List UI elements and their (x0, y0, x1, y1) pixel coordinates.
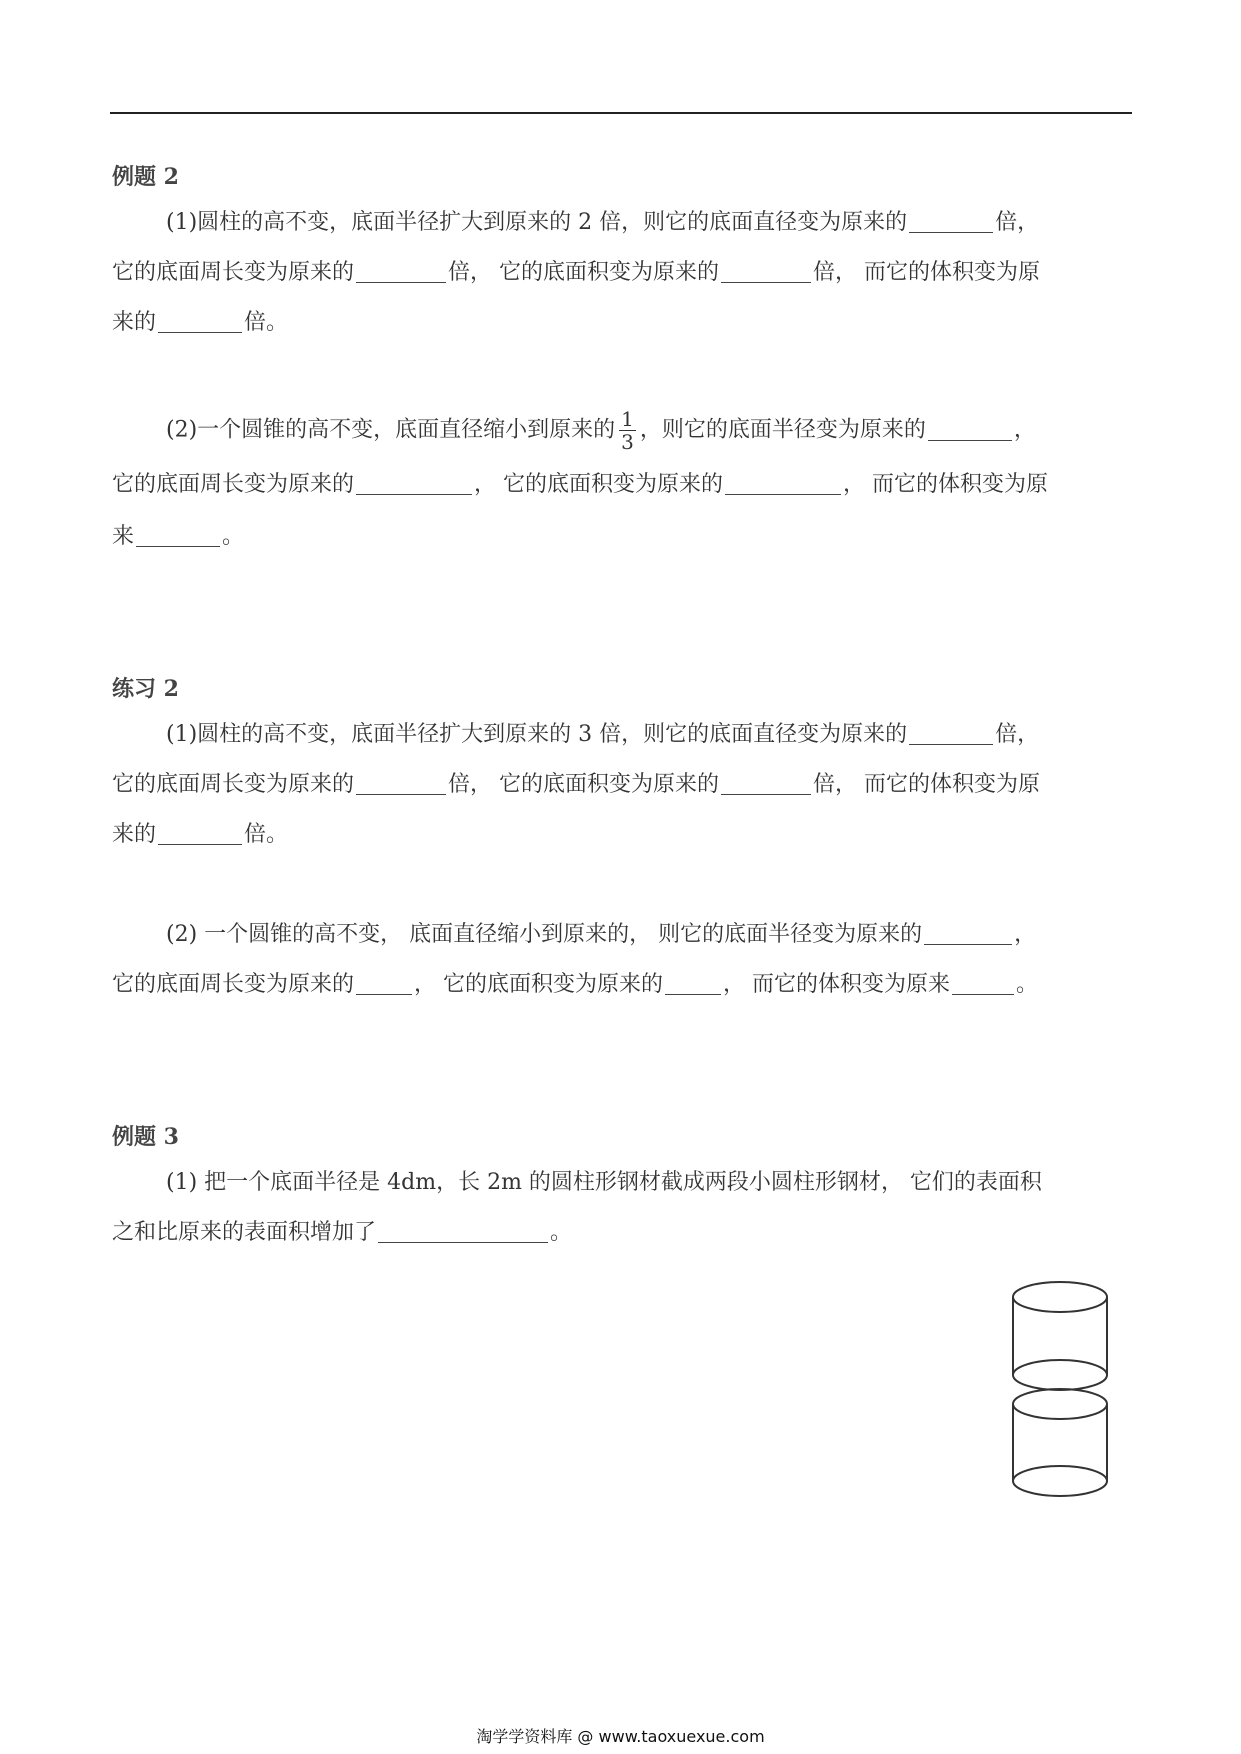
text-fragment: (1)圆柱的高不变，底面半径扩大到原来的 2 倍，则它的底面直径变为原来的 (166, 210, 908, 235)
answer-blank[interactable] (378, 1220, 548, 1243)
example-2-q2-line3 (112, 522, 244, 552)
practice-2-q1-line1 (166, 720, 1039, 750)
fraction-denominator: 3 (621, 430, 634, 454)
text-fragment: ，则它的底面半径变为原来的 (639, 417, 926, 443)
text-fragment: (1) 把一个底面半径是 4dm，长 2m 的圆柱形钢材截成两段小圆柱形钢材， 它们的表面积 (166, 1170, 1042, 1195)
answer-blank[interactable] (725, 472, 841, 495)
answer-blank[interactable] (356, 260, 446, 283)
text-fragment: 倍， 而它的体积变为原 (813, 772, 1041, 797)
text-fragment: 倍， 而它的体积变为原 (813, 260, 1041, 285)
practice-2-heading: 练习 2 (112, 676, 179, 702)
text-fragment: 。 (222, 524, 245, 549)
practice-2-q1-line3 (112, 820, 288, 850)
answer-blank[interactable] (721, 260, 811, 283)
text-fragment: 之和比原来的表面积增加了 (112, 1220, 377, 1245)
fraction-numerator: 1 (621, 407, 634, 431)
text-fragment: 倍， 它的底面积变为原来的 (448, 772, 720, 797)
text-fragment: 它的底面周长变为原来的 (112, 972, 355, 997)
upper-cylinder (1013, 1282, 1107, 1390)
example-3-q1-line1 (166, 1168, 1042, 1198)
text-fragment: ， 它的底面积变为原来的 (414, 972, 664, 997)
answer-blank[interactable] (158, 822, 242, 845)
text-fragment: (2)一个圆锥的高不变，底面直径缩小到原来的 (166, 417, 616, 443)
text-fragment: 倍， (995, 210, 1040, 235)
text-fragment: 倍， (995, 722, 1040, 747)
answer-blank[interactable] (665, 972, 721, 995)
answer-blank[interactable] (909, 722, 993, 745)
page-footer: 淘学学资料库 @ www.taoxuexue.com (476, 1727, 765, 1746)
example-2-q2-line1 (166, 408, 1036, 453)
text-fragment: ， (1014, 922, 1037, 947)
answer-blank[interactable] (356, 772, 446, 795)
lower-cylinder (1013, 1389, 1107, 1496)
text-fragment: ， 而它的体积变为原 (843, 472, 1049, 497)
text-fragment: (1)圆柱的高不变，底面半径扩大到原来的 3 倍，则它的底面直径变为原来的 (166, 722, 908, 747)
example-3-heading: 例题 3 (112, 1124, 179, 1150)
answer-blank[interactable] (356, 972, 412, 995)
two-cylinders-figure (1010, 1280, 1120, 1500)
answer-blank[interactable] (721, 772, 811, 795)
text-fragment: 来的 (112, 822, 157, 847)
answer-blank[interactable] (136, 524, 220, 547)
text-fragment: 来的 (112, 310, 157, 335)
fraction-one-third (619, 408, 636, 453)
text-fragment: 倍。 (244, 310, 289, 335)
answer-blank[interactable] (909, 210, 993, 233)
text-fragment: 来 (112, 524, 135, 549)
text-fragment: ， 而它的体积变为原来 (723, 972, 951, 997)
text-fragment: 倍。 (244, 822, 289, 847)
practice-2-q1-line2 (112, 770, 1040, 800)
text-fragment: ， (1013, 417, 1036, 443)
answer-blank[interactable] (158, 310, 242, 333)
example-2-heading: 例题 2 (112, 164, 179, 190)
answer-blank[interactable] (356, 472, 472, 495)
text-fragment: 它的底面周长变为原来的 (112, 772, 355, 797)
answer-blank[interactable] (924, 922, 1012, 945)
practice-2-q2-line1 (166, 920, 1036, 950)
example-2-q2-line2 (112, 470, 1048, 500)
text-fragment: 。 (1016, 972, 1039, 997)
text-fragment: 它的底面周长变为原来的 (112, 260, 355, 285)
answer-blank[interactable] (952, 972, 1014, 995)
example-2-q1-line3 (112, 308, 288, 338)
example-3-q1-line2 (112, 1218, 572, 1248)
example-2-q1-line1 (166, 208, 1039, 238)
text-fragment: (2) 一个圆锥的高不变， 底面直径缩小到原来的， 则它的底面半径变为原来的 (166, 922, 923, 947)
header-rule (110, 112, 1132, 114)
text-fragment: 。 (550, 1220, 573, 1245)
answer-blank[interactable] (928, 418, 1012, 441)
text-fragment: ， 它的底面积变为原来的 (474, 472, 724, 497)
text-fragment: 它的底面周长变为原来的 (112, 472, 355, 497)
practice-2-q2-line2 (112, 970, 1038, 1000)
example-2-q1-line2 (112, 258, 1040, 288)
text-fragment: 倍， 它的底面积变为原来的 (448, 260, 720, 285)
